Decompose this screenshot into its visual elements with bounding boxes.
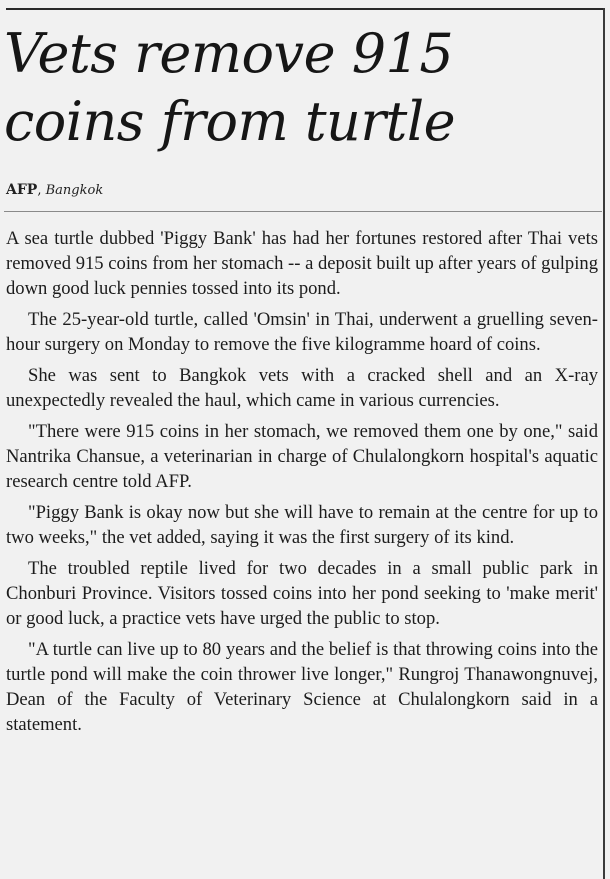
byline-dateline: Bangkok: [45, 183, 104, 198]
article-paragraph: The 25-year-old turtle, called 'Omsin' in Thai, underwent a gruelling seven-hour surgery on Monday to remove the five kilogramme hoard of coins.: [6, 309, 598, 355]
right-border-rule: [603, 8, 605, 879]
article-paragraph: "There were 915 coins in her stomach, we removed them one by one," said Nantrika Chansue, a veterinarian in charge of Chulalongkorn hospital's aquatic research centre told AFP.: [6, 421, 598, 492]
byline-divider: [4, 211, 602, 212]
article-body: [6, 226, 598, 743]
byline-agency: AFP: [6, 182, 38, 198]
article-paragraph: The troubled reptile lived for two decades in a small public park in Chonburi Province. Visitors tossed coins into her pond seeking to 'make merit' or good luck, a practice vets have urged the public to stop.: [6, 558, 598, 629]
top-border-rule: [6, 8, 604, 10]
headline: Vets remove 915 coins from turtle: [4, 22, 456, 153]
article-paragraph: "Piggy Bank is okay now but she will have to remain at the centre for up to two weeks," the vet added, saying it was the first surgery of its kind.: [6, 502, 598, 548]
byline-separator: ,: [37, 183, 42, 198]
byline: [6, 181, 103, 200]
article-paragraph: She was sent to Bangkok vets with a cracked shell and an X-ray unexpectedly revealed the haul, which came in various currencies.: [6, 365, 598, 411]
article-paragraph: "A turtle can live up to 80 years and the belief is that throwing coins into the turtle pond will make the coin thrower live longer," Rungroj Thanawongnuvej, Dean of the Faculty of Veterinary Science at Chulalongkorn said in a statement.: [6, 639, 598, 735]
article-paragraph: A sea turtle dubbed 'Piggy Bank' has had her fortunes restored after Thai vets removed 915 coins from her stomach -- a deposit built up after years of gulping down good luck pennies tossed into its pond.: [6, 228, 598, 299]
